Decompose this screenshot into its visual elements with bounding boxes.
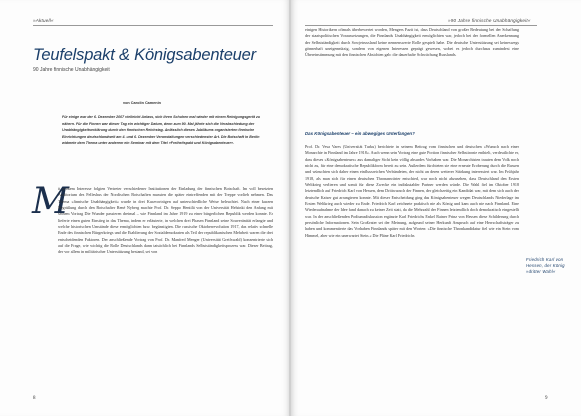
header-rule-right [305, 25, 537, 26]
page-number-left: 8 [33, 396, 36, 401]
intro-paragraph: Für einige war der 6. Dezember 2007 vielleicht Anlass, sich ihren Schuhen mal wieder mit einem Reinigungsgerät zu nähern. Für die Finnen war dieser Tag ein wichtiger Datum, denn zum 90. Mal jährte sich die Verabschiedung der Unabhängigkeitserklärung durch den finnischen Reichstag. Anlässlich dieses Jubiläums organisierten finnische Einrichtungen deutschlandweit am 4. und 6. Dezember Veranstaltungen verschiedenster Art. Die Botschaft in Berlin widmete dem Thema unter anderem ein Seminar mit dem Titel »Freiheitspakt und Königsabenteuer«. [62, 115, 260, 146]
running-header-left: »Aktuell« [33, 18, 54, 23]
body-column-right-main: Prof. Dr. Vesa Vares (Universität Turku) berichtete in seinem Beitrag vom finnischen und deutschen »Wunsch nach einer Monarchie in Finnland im Jahre 1918«. Auch wenn sein Vortrag eine gute Portion finnischer Selbstironie enthielt, verdeutlichte er, dass dieses »Königsabenteuer« aus damaliger Sicht kein völlig absurdes Vorhaben war. Die Monarchisten trauten dem Volk noch nicht zu, für eine demokratische Republikform bereit zu sein. Außerdem fürchteten sie eine erneute Eroberung durch die Russen und wünschten sich daher einen einflussreichen Verbündeten, der nicht an deren weiterer Stärkung interessiert war. Im Frühjahr 1918, als man sich für einen deutschen Thronanwärter entschied, war noch nicht abzusehen, dass Deutschland den Ersten Weltkrieg verlieren und somit für diese Zwecke ein indiskutabler Partner werden würde. Die Wahl fiel im Oktober 1918 letztendlich auf Friedrich Karl von Hessen, dem Drittwaosch der Finnen, der gleichzeitig ein Kandidat war, mit dem sich auch der deutsche Kaiser gut arrangieren konnte. Mit dieser Entscheidung ging das Königsabenteuer wegen Deutschlands Niederlage im Ersten Weltkrieg auch wieder zu Ende. Friedrich Karl zeichnete praktisch nie als König und kam auch nie nach Finnland. Eine Wiederaufnahme der Idee fand danach zu keiner Zeit statt, da die Mehrzahl der Finnen letztendlich doch demokratisch eingestellt war. In der anschließenden Podiumsdiskussion ergänzte Karl Friedrichs Enkel Rainer Prinz von Hessen diese Schilderung durch persönliche Informationen. Sein Großvater sei der Meinung, aufgrund seiner Herkunft Anspruch auf eine Herrschaftsträger zu haben und kommentierte das Vorhaben Finnlands später mit den Worten: »Die finnische Thronkandidatur fiel wie ein Stein vom Himmel, aber wie ein unerwartet Stein.« Die Pläne Karl Friedrichs [305, 144, 519, 238]
body-column-left: it großem Interesse folgten Vertreter verschiedener Institutionen der Einladung der finnischen Botschaft. Im voll besetzten Auditorium des Felleshus der Nordischen Botschaften mussten die später eintreffenden mit der Treppe vorlieb nehmen. Das Thema »finnische Unabhängigkeit« wurde in drei Kurzvorträgen auf unterschiedliche Weise beleuchtet. Nach einer kurzen Begrüßung durch den Botschafter René Nyberg machte Prof. Dr. Seppo Hentilä von der Universität Helsinki den Anfang mit seinem Vortrag Die Wunder passieren dreimal – wie Finnland im Jahre 1919 zu einer bürgerlichen Republik werden konnte. Er lieferte einen guten Einstieg in das Thema, indem er erläuterte, in welchen drei Phasen Finnland seine Souveränität erlangte und welche historischen Umstände diese ermöglichten bzw. begünstigten. Die russische Oktoberrevolution 1917, das relativ schnelle Ende des finnischen Bürgerkriegs und die Etablierung der Sozialdemokraten als Teil der republikanischen Mehrheit waren die drei entscheidenden Faktoren. Der anschließende Vortrag von Prof. Dr. Manfred Menger (Universität Greifswald) konzentrierte sich auf die Frage, wie wichtig die Rolle Deutschlands dann tatsächlich bei Finnlands Selbstständigkeitsprozess war. Dieser Beitrag, der vor allem in militärischer Unterstützung bestand, sei von [58, 186, 273, 255]
image-caption: Friedrich Karl von Hessen, der König »dritter Wahl« [526, 257, 565, 275]
body-column-right-top: einigen Historikern oftmals überbewertet worden, Mengers Fazit ist, dass Deutschland von großer Bedeutung bei der Schaffung der staatspolitischen Voraussetzungen, die Finnlands Unabhängigkeit ermöglichten war, jedoch bei der formellen Anerkennung der Selbstständigkeit durch Sowjetrussland keine nennenswerte Rolle gespielt habe. Die deutsche Unterstützung sei keineswegs gönnerhaft uneigennützig, sondern von eigenen Interessen geprägt gewesen, wobei es jedoch durchaus zumindest eine Übereinstimmung mit den finnischen Absichten gab: die dauerhafte Schwächung Russlands. [305, 27, 519, 58]
article-title: Teufelspakt & Königsabenteuer [33, 46, 256, 64]
running-header-right: »90 Jahre finnische Unabhängigkeit« [448, 18, 531, 23]
article-subtitle: 90 Jahre finnische Unabhängigkeit [33, 67, 110, 73]
byline: von Carolin Camenin [123, 101, 161, 105]
page-number-right: 9 [545, 396, 548, 401]
left-page [0, 0, 290, 416]
drop-cap: M [32, 181, 69, 222]
header-rule-left [33, 25, 273, 26]
section-heading: Das Königsabenteuer – ein abwegiges Unterfangen? [305, 131, 415, 136]
